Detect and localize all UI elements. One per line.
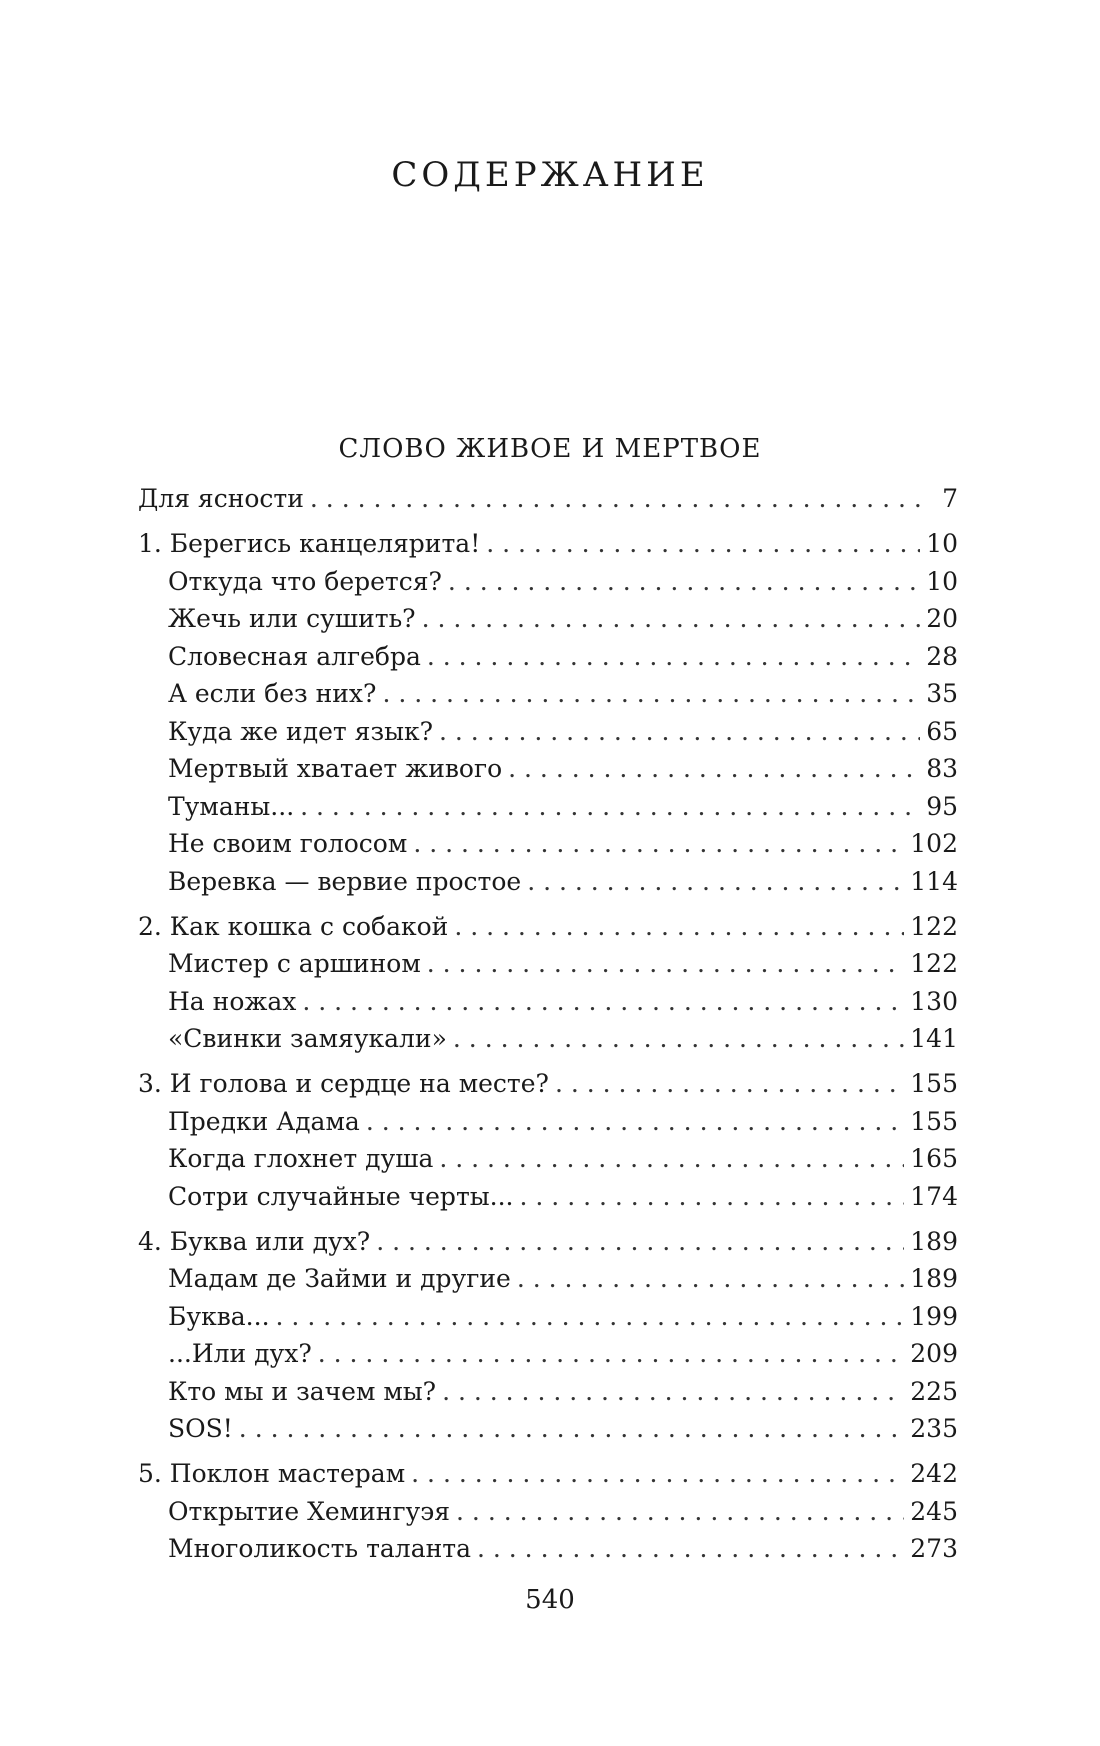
toc-entry-label: 3. И голова и сердце на месте? — [138, 1069, 549, 1098]
toc-entry[interactable] — [138, 750, 958, 788]
toc-chapter[interactable] — [138, 525, 958, 563]
leader-dots — [413, 825, 904, 863]
toc-entry-page: 114 — [910, 866, 958, 896]
toc-entry[interactable] — [138, 600, 958, 638]
toc-entry-label: Куда же идет язык? — [168, 716, 434, 746]
toc-entry[interactable] — [138, 1140, 958, 1178]
toc-entry-page: 65 — [926, 716, 958, 746]
toc-chapter[interactable] — [138, 908, 958, 946]
leader-dots — [239, 1410, 904, 1448]
toc-entry-page: 273 — [910, 1534, 958, 1563]
toc-entry[interactable] — [138, 713, 958, 751]
toc-entry-page: 83 — [926, 754, 958, 783]
toc-entry-page: 189 — [910, 1226, 958, 1256]
leader-dots — [300, 788, 920, 826]
toc-entry-label: Веревка — вервие простое — [168, 866, 522, 896]
toc-entry-label: Буква... — [168, 1301, 270, 1331]
toc-entry-page: 95 — [926, 791, 958, 821]
leader-dots — [376, 1223, 904, 1261]
toc-entry-label: Мистер с аршином — [168, 949, 421, 978]
toc-entry[interactable] — [138, 1260, 958, 1298]
toc-entry[interactable] — [138, 983, 958, 1021]
toc-entry-label: Для ясности — [138, 484, 304, 513]
toc-entry-label: Многоликость таланта — [168, 1534, 471, 1563]
leader-dots — [486, 525, 920, 563]
toc-entry[interactable] — [138, 825, 958, 863]
page-title: СОДЕРЖАНИЕ — [391, 155, 709, 195]
leader-dots — [439, 1140, 904, 1178]
toc-entry-label: На ножах — [168, 986, 297, 1016]
toc-entry-label: Открытие Хемингуэя — [168, 1496, 451, 1526]
toc-entry-page: 102 — [910, 829, 958, 858]
toc-entry-page: 35 — [926, 679, 958, 708]
leader-dots — [456, 1493, 904, 1531]
leader-dots — [427, 945, 905, 983]
page-number: 540 — [525, 1585, 575, 1615]
toc-entry-label: 2. Как кошка с собакой — [138, 911, 449, 941]
toc-entry[interactable] — [138, 1410, 958, 1448]
toc-entry-label: А если без них? — [168, 679, 377, 708]
leader-dots — [448, 563, 920, 601]
toc-entry[interactable] — [138, 480, 958, 518]
toc-entry[interactable] — [138, 788, 958, 826]
toc-entry-page: 189 — [910, 1264, 958, 1293]
toc-entry-label: «Свинки замяукали» — [168, 1024, 447, 1053]
toc-entry-page: 122 — [910, 911, 958, 941]
leader-dots — [477, 1530, 904, 1568]
toc-entry[interactable] — [138, 1373, 958, 1411]
toc-entry-page: 245 — [910, 1496, 958, 1526]
toc-entry-page: 165 — [910, 1144, 958, 1173]
toc-entry-label: Сотри случайные черты... — [168, 1181, 514, 1211]
leader-dots — [366, 1103, 904, 1141]
toc-entry-page: 28 — [926, 641, 958, 671]
toc-entry[interactable] — [138, 863, 958, 901]
toc-entry-label: Предки Адама — [168, 1106, 360, 1136]
toc-entry-page: 209 — [910, 1339, 958, 1368]
leader-dots — [454, 908, 904, 946]
leader-dots — [555, 1065, 904, 1103]
leader-dots — [318, 1335, 905, 1373]
toc-entry-label: Жечь или сушить? — [168, 604, 416, 633]
leader-dots — [508, 750, 920, 788]
toc-entry[interactable] — [138, 1178, 958, 1216]
leader-dots — [517, 1260, 904, 1298]
toc-entry-page: 199 — [910, 1301, 958, 1331]
toc-entry[interactable] — [138, 1020, 958, 1058]
toc-entry-label: ...Или дух? — [168, 1339, 312, 1368]
toc-entry-page: 130 — [910, 986, 958, 1016]
toc-entry-label: SOS! — [168, 1414, 233, 1443]
leader-dots — [310, 480, 922, 518]
toc-chapter[interactable] — [138, 1455, 958, 1493]
toc-entry-page: 174 — [910, 1181, 958, 1211]
leader-dots — [520, 1178, 905, 1216]
section-title: СЛОВО ЖИВОЕ И МЕРТВОЕ — [338, 434, 762, 464]
toc-entry[interactable] — [138, 638, 958, 676]
leader-dots — [302, 983, 904, 1021]
leader-dots — [427, 638, 920, 676]
toc-entry-page: 155 — [910, 1069, 958, 1098]
toc-entry-label: Мертвый хватает живого — [168, 754, 503, 783]
toc-entry-page: 10 — [926, 566, 958, 596]
toc-entry-label: Откуда что берется? — [168, 566, 442, 596]
toc-entry[interactable] — [138, 1530, 958, 1568]
toc-entry[interactable] — [138, 675, 958, 713]
toc-entry-page: 235 — [910, 1414, 958, 1443]
toc-entry-label: Мадам де Займи и другие — [168, 1264, 511, 1293]
leader-dots — [276, 1298, 905, 1336]
toc-entry[interactable] — [138, 1103, 958, 1141]
toc-entry[interactable] — [138, 1493, 958, 1531]
toc-chapter[interactable] — [138, 1065, 958, 1103]
toc-entry-label: Когда глохнет душа — [168, 1144, 434, 1173]
toc-entry-label: 5. Поклон мастерам — [138, 1459, 406, 1488]
leader-dots — [527, 863, 904, 901]
leader-dots — [442, 1373, 904, 1411]
toc-entry-page: 20 — [926, 604, 958, 633]
leader-dots — [453, 1020, 904, 1058]
toc-entry-page: 155 — [910, 1106, 958, 1136]
toc-entry-page: 10 — [926, 529, 958, 558]
toc-entry-label: Словесная алгебра — [168, 641, 421, 671]
toc-entry-page: 141 — [910, 1024, 958, 1053]
toc-entry-page: 7 — [942, 484, 958, 513]
toc-entry-label: 1. Берегись канцелярита! — [138, 529, 481, 558]
toc-entry-page: 225 — [910, 1376, 958, 1406]
toc-entry-page: 122 — [910, 949, 958, 978]
toc-chapter[interactable] — [138, 1223, 958, 1261]
leader-dots — [382, 675, 920, 713]
toc-entry[interactable] — [138, 945, 958, 983]
table-of-contents — [138, 480, 958, 1568]
toc-entry-label: Кто мы и зачем мы? — [168, 1376, 437, 1406]
toc-entry-label: 4. Буква или дух? — [138, 1226, 371, 1256]
leader-dots — [439, 713, 920, 751]
toc-entry[interactable] — [138, 1298, 958, 1336]
toc-entry[interactable] — [138, 1335, 958, 1373]
leader-dots — [422, 600, 921, 638]
toc-entry-label: Туманы... — [168, 791, 295, 821]
leader-dots — [411, 1455, 904, 1493]
toc-entry-page: 242 — [910, 1459, 958, 1488]
toc-entry[interactable] — [138, 563, 958, 601]
toc-entry-label: Не своим голосом — [168, 829, 408, 858]
